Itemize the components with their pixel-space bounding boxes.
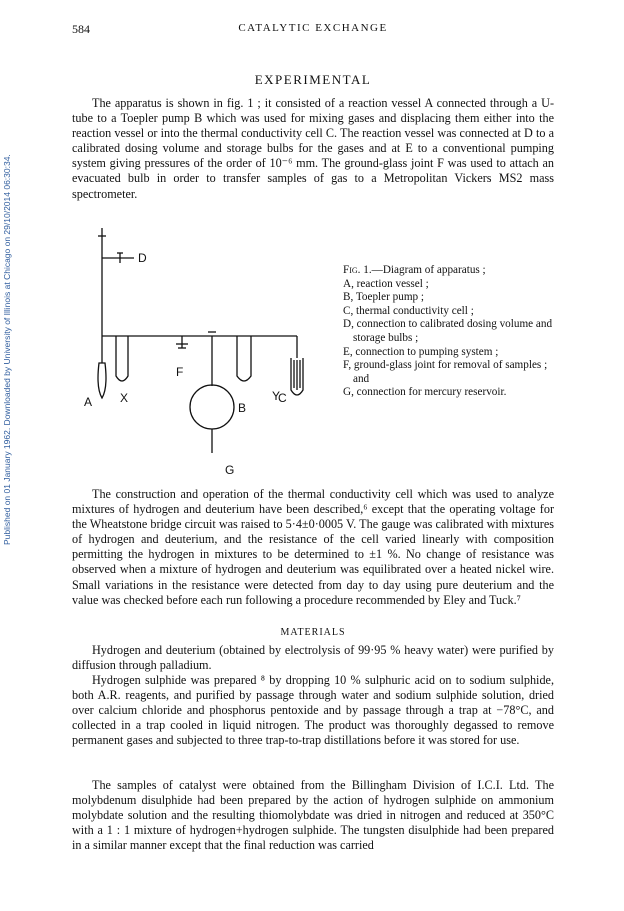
- legend-item: E, connection to pumping system ;: [343, 345, 499, 358]
- paragraph-construction: The construction and operation of the thermal conductivity cell which was used to analyze mixtures of hydrogen and deuterium have been described,⁶ except that the operating voltage for the Wheatstone bridge circuit was raised to 5·4±0·0005 V. The gauge was calibrated with mixtures of hydrogen and deuterium, and the resistance of the cell varied linearly with composition permitting the hydrogen in mixtures to be determined to ±1 %. No change of resistance was observed when a mixture of hydrogen and deuterium was equilibrated over a heated nickel wire. Small variations in the resistance were detected from day to day using pure deuterium and the value was checked before each run following a procedure recommended by Eley and Tuck.⁷: [72, 487, 554, 607]
- page-number: 584: [72, 22, 90, 36]
- caption-title-text: —Diagram of apparatus ;: [371, 264, 486, 276]
- label-G: G: [225, 463, 235, 477]
- caption-legend: [343, 278, 555, 400]
- caption-prefix: Fig. 1.: [343, 264, 372, 276]
- paragraph-materials-catalyst: The samples of catalyst were obtained from the Billingham Division of I.C.I. Ltd. The molybdenum disulphide had been prepared by the action of hydrogen sulphide on ammonium molybdate solution and the resulting thiomolybdate was dried in nitrogen and reduced at 350°C with a 1 : 1 mixture of hydrogen+hydrogen sulphide. The tungsten disulphide had been prepared in a similar manner except that the final reduction was carried: [72, 778, 554, 853]
- label-Y: Y: [272, 389, 281, 403]
- download-watermark: Published on 01 January 1962. Downloaded by University of Illinois at Chicago on 29/10/2014 06:30:34.: [2, 154, 12, 546]
- section-title-experimental: EXPERIMENTAL: [254, 72, 372, 87]
- paragraph-apparatus: The apparatus is shown in fig. 1 ; it consisted of a reaction vessel A connected through a U-tube to a Toepler pump B which was used for mixing gases and displacing them either into the reaction vessel or into the thermal conductivity cell C. The reaction vessel was connected at D to a calibrated dosing volume and storage bulbs for the gases and at E to a conventional pumping system giving pressures of the order of 10⁻⁶ mm. The ground-glass joint F was used to attach an evacuated bulb in order to transfer samples of gas to a Metropolitan Vickers MS2 mass spectrometer.: [72, 96, 554, 201]
- label-X: X: [120, 391, 129, 405]
- paragraph-materials-hydrogen: Hydrogen and deuterium (obtained by electrolysis of 99·95 % heavy water) were purified by diffusion through palladium.: [72, 643, 554, 673]
- figure-caption: [343, 264, 555, 400]
- caption-title: [343, 264, 555, 278]
- apparatus-diagram: [72, 228, 352, 478]
- legend-item: B, Toepler pump ;: [343, 291, 425, 304]
- running-title: CATALYTIC EXCHANGE: [238, 22, 388, 34]
- label-D: D: [138, 251, 147, 265]
- section-title-materials: MATERIALS: [280, 627, 346, 638]
- apparatus-diagram-svg: [72, 228, 352, 478]
- label-F: F: [176, 365, 184, 379]
- legend-item: G, connection for mercury reservoir.: [343, 386, 507, 399]
- label-B: B: [238, 401, 247, 415]
- label-A: A: [84, 395, 93, 409]
- legend-item: A, reaction vessel ;: [343, 277, 429, 290]
- paragraph-materials-sulphide: Hydrogen sulphide was prepared ⁸ by dropping 10 % sulphuric acid on to sodium sulphide, both A.R. reagents, and purified by passage through water and sodium sulphide solution, dried over calcium chloride and phosphorus pentoxide and by passage through a trap at −78°C, and collected in a trap cooled in liquid nitrogen. The product was thoroughly degassed to remove permanent gases and subjected to three trap-to-trap distillations before it was stored for use.: [72, 673, 554, 748]
- legend-item: D, connection to calibrated dosing volume and storage bulbs ;: [343, 318, 553, 344]
- legend-item: F, ground-glass joint for removal of samples ; and: [343, 359, 548, 385]
- label-C: C: [278, 391, 287, 405]
- page-header: [72, 22, 554, 38]
- legend-item: C, thermal conductivity cell ;: [343, 304, 474, 317]
